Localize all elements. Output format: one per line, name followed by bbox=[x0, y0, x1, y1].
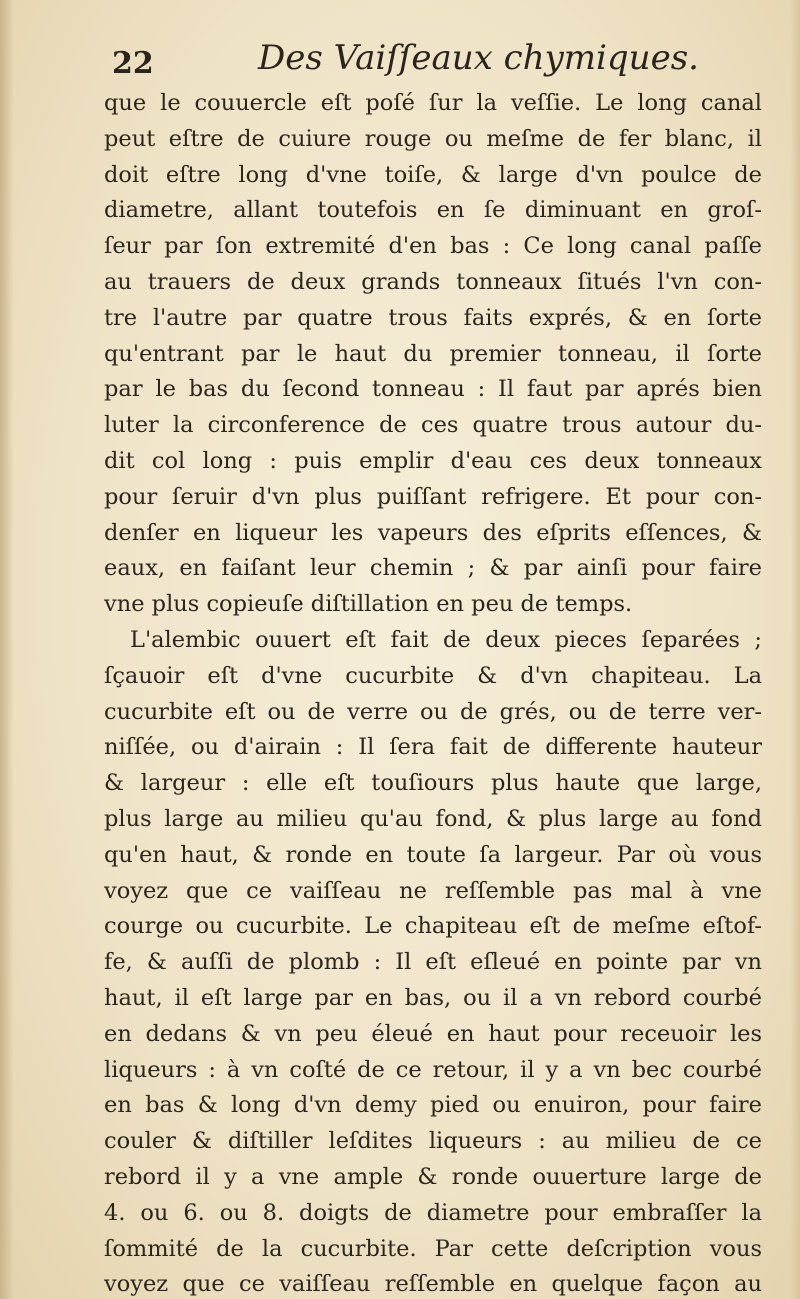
text-line: tre l'autre par quatre trous faits exprés, & en ſorte bbox=[104, 304, 762, 331]
text-line: luter la circonference de ces quatre trous autour du- bbox=[104, 412, 762, 439]
text-line: ſeur par ſon extremité d'en bas : Ce long canal paſſe bbox=[104, 233, 762, 260]
text-line: qu'entrant par le haut du premier tonneau, il ſorte bbox=[104, 340, 762, 367]
text-line: liqueurs : à vn coſté de ce retour, il y a vn bec courbé bbox=[104, 1056, 762, 1083]
text-line: que le couuercle eſt poſé ſur la veſſie. Le long canal bbox=[104, 90, 762, 116]
page-header bbox=[112, 38, 752, 90]
text-line: ſçauoir eſt d'vne cucurbite & d'vn chapiteau. La bbox=[104, 662, 762, 689]
text-line: cucurbite eſt ou de verre ou de grés, ou de terre ver- bbox=[104, 698, 762, 725]
text-line: L'alembic ouuert eſt fait de deux pieces ſeparées ; bbox=[130, 626, 762, 653]
text-line: ſommité de la cucurbite. Par cette deſcription vous bbox=[104, 1235, 762, 1262]
page-number: 22 bbox=[112, 46, 154, 81]
text-line: fe, & auſſi de plomb : Il eſt eſleué en pointe par vn bbox=[104, 949, 762, 976]
text-line: voyez que ce vaiſſeau reſſemble en quelque façon au bbox=[104, 1271, 762, 1298]
page-left-edge-shadow bbox=[0, 0, 14, 1299]
text-line: plus large au milieu qu'au fond, & plus large au fond bbox=[104, 805, 762, 832]
text-line: niſſée, ou d'airain : Il ſera fait de differente hauteur bbox=[104, 734, 762, 761]
text-line: voyez que ce vaiſſeau ne reſſemble pas mal à vne bbox=[104, 877, 762, 904]
text-line: rebord il y a vne ample & ronde ouuerture large de bbox=[104, 1163, 762, 1190]
text-line: par le bas du ſecond tonneau : Il faut par aprés bien bbox=[104, 376, 762, 403]
running-title: Des Vaiſſeaux chymiques. bbox=[258, 38, 699, 78]
text-line: peut eſtre de cuiure rouge ou meſme de fer blanc, il bbox=[104, 125, 762, 152]
text-line: qu'en haut, & ronde en toute ſa largeur. Par où vous bbox=[104, 841, 762, 868]
text-line: vne plus copieuſe diſtillation en peu de temps. bbox=[104, 591, 633, 618]
text-line: diametre, allant toutefois en ſe diminuant en groſ- bbox=[104, 197, 762, 224]
text-line: courge ou cucurbite. Le chapiteau eſt de meſme eſtof- bbox=[104, 913, 762, 940]
text-line: couler & diſtiller leſdites liqueurs : au milieu de ce bbox=[104, 1128, 762, 1155]
text-line: en bas & long d'vn demy pied ou enuiron, pour faire bbox=[104, 1092, 762, 1119]
text-line: denſer en liqueur les vapeurs des eſprits eſſences, & bbox=[104, 519, 762, 546]
text-line: dit col long : puis emplir d'eau ces deux tonneaux bbox=[104, 447, 762, 474]
text-line: eaux, en faiſant leur chemin ; & par ainſi pour faire bbox=[104, 555, 762, 582]
text-line: doit eſtre long d'vne toiſe, & large d'vn poulce de bbox=[104, 161, 762, 188]
text-line: haut, il eſt large par en bas, ou il a vn rebord courbé bbox=[104, 984, 762, 1011]
text-line: & largeur : elle eſt touſiours plus haute que large, bbox=[104, 770, 762, 797]
text-line: 4. ou 6. ou 8. doigts de diametre pour embraſſer la bbox=[104, 1199, 762, 1226]
text-line: au trauers de deux grands tonneaux ſitués l'vn con- bbox=[104, 268, 762, 295]
text-line: en dedans & vn peu éleué en haut pour receuoir les bbox=[104, 1020, 762, 1047]
text-line: pour ſeruir d'vn plus puiſſant refrigere. Et pour con- bbox=[104, 483, 762, 510]
body-text bbox=[104, 86, 762, 1299]
page-right-edge-shadow bbox=[790, 0, 800, 1299]
